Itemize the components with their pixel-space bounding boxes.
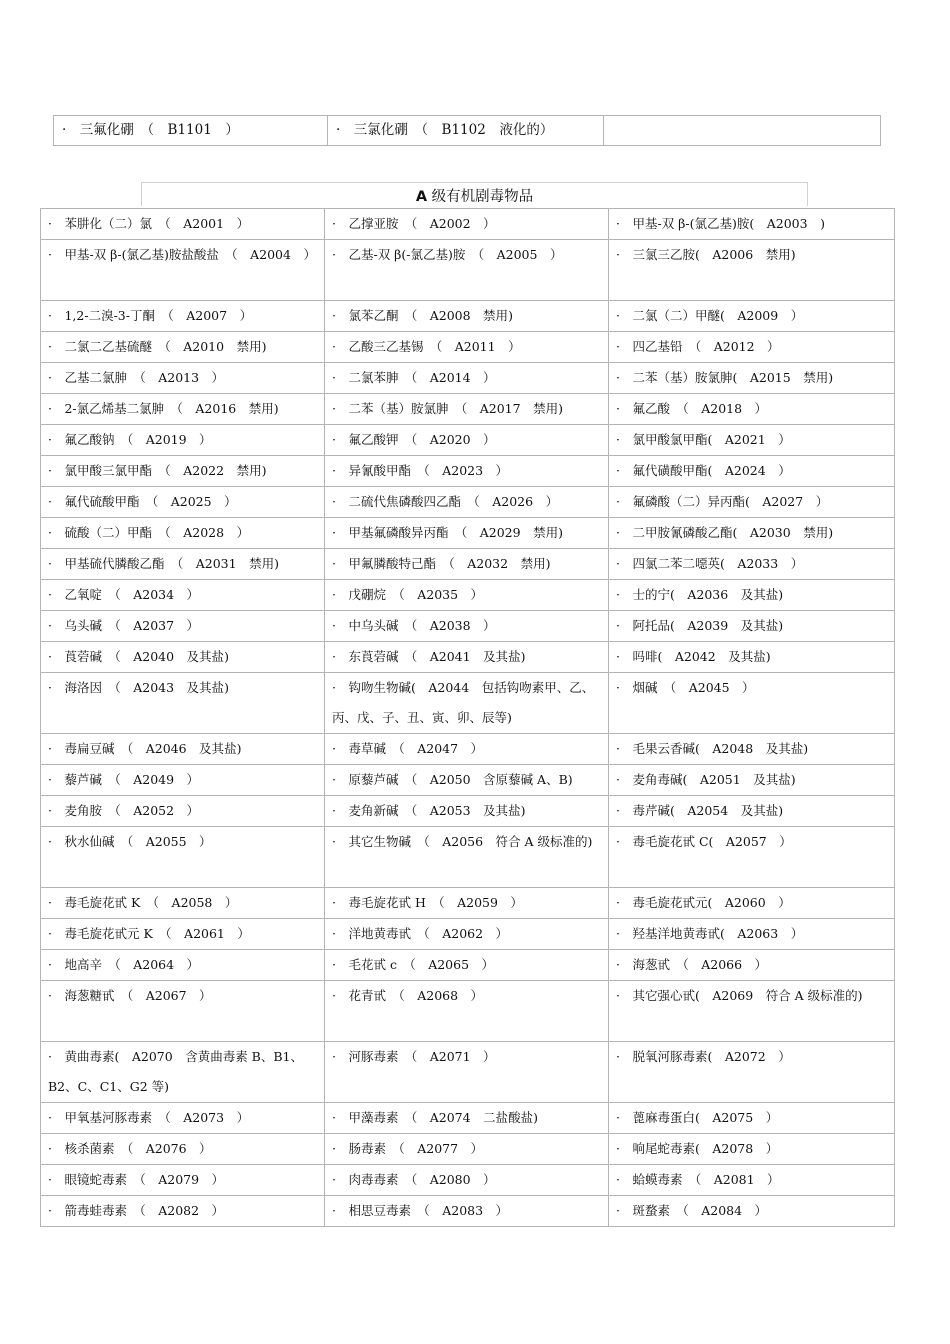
- table-cell: · 地高辛 （ A2064 ）: [41, 950, 325, 981]
- table-cell: · 毒芹碱( A2054 及其盐): [609, 796, 895, 827]
- section-title: [141, 182, 808, 206]
- table-row: [41, 518, 895, 549]
- table-cell: · 氯甲酸三氯甲酯 （ A2022 禁用): [41, 456, 325, 487]
- table-cell: · 海葱甙 （ A2066 ）: [609, 950, 895, 981]
- table-row: [41, 642, 895, 673]
- table-row: [41, 1165, 895, 1196]
- table-row: [41, 1134, 895, 1165]
- table-cell: · 乙基二氯胂 （ A2013 ）: [41, 363, 325, 394]
- table-cell: · 核杀菌素 （ A2076 ）: [41, 1134, 325, 1165]
- table-cell: · 二氯（二）甲醚( A2009 ）: [609, 301, 895, 332]
- table-cell: · 氟磷酸（二）异丙酯( A2027 ）: [609, 487, 895, 518]
- table-cell: · 甲藻毒素 （ A2074 二盐酸盐): [325, 1103, 609, 1134]
- table-cell: · 藜芦碱 （ A2049 ）: [41, 765, 325, 796]
- top-table: [53, 115, 881, 146]
- table-cell: · 甲氧基河豚毒素 （ A2073 ）: [41, 1103, 325, 1134]
- table-row: [41, 919, 895, 950]
- table-cell: · 钩吻生物碱( A2044 包括钩吻素甲、乙、丙、戊、子、丑、寅、卯、辰等): [325, 673, 609, 734]
- table-cell: · 毛花甙 c （ A2065 ）: [325, 950, 609, 981]
- table-row: [41, 734, 895, 765]
- table-cell: · 氟乙酸 （ A2018 ）: [609, 394, 895, 425]
- table-cell: · 三氟化硼 （ B1101 ）: [54, 116, 328, 146]
- table-row: [41, 301, 895, 332]
- table-cell: · 毒毛旋花甙元 K （ A2061 ）: [41, 919, 325, 950]
- table-row: [41, 580, 895, 611]
- table-row: [41, 765, 895, 796]
- table-cell: · 响尾蛇毒素( A2078 ）: [609, 1134, 895, 1165]
- table-cell: · 毒毛旋花甙 H （ A2059 ）: [325, 888, 609, 919]
- table-cell: [604, 116, 881, 146]
- table-row: [41, 1042, 895, 1103]
- table-cell: · 氟代硫酸甲酯 （ A2025 ）: [41, 487, 325, 518]
- table-cell: · 东莨菪碱 （ A2041 及其盐): [325, 642, 609, 673]
- table-cell: · 2-氯乙烯基二氯胂 （ A2016 禁用): [41, 394, 325, 425]
- table-cell: · 麦角毒碱( A2051 及其盐): [609, 765, 895, 796]
- table-cell: · 甲基-双 β-(氯乙基)胺( A2003 ): [609, 209, 895, 240]
- table-cell: · 相思豆毒素 （ A2083 ）: [325, 1196, 609, 1227]
- table-row: [41, 549, 895, 580]
- table-cell: · 毒毛旋花甙元( A2060 ）: [609, 888, 895, 919]
- table-cell: · 四乙基铅 （ A2012 ）: [609, 332, 895, 363]
- table-cell: · 乙基-双 β(-氯乙基)胺 （ A2005 ）: [325, 240, 609, 301]
- table-cell: · 1,2-二溴-3-丁酮 （ A2007 ）: [41, 301, 325, 332]
- table-cell: · 箭毒蛙毒素 （ A2082 ）: [41, 1196, 325, 1227]
- table-cell: · 肉毒毒素 （ A2080 ）: [325, 1165, 609, 1196]
- table-cell: · 麦角新碱 （ A2053 及其盐): [325, 796, 609, 827]
- table-cell: · 士的宁( A2036 及其盐): [609, 580, 895, 611]
- table-cell: · 肠毒素 （ A2077 ）: [325, 1134, 609, 1165]
- table-cell: · 甲氟膦酸特己酯 （ A2032 禁用): [325, 549, 609, 580]
- table-cell: · 斑蝥素 （ A2084 ）: [609, 1196, 895, 1227]
- table-cell: · 二苯（基）胺氯胂( A2015 禁用): [609, 363, 895, 394]
- table-cell: · 氟乙酸钠 （ A2019 ）: [41, 425, 325, 456]
- table-cell: · 河豚毒素 （ A2071 ）: [325, 1042, 609, 1103]
- table-cell: · 甲基-双 β-(氯乙基)胺盐酸盐 （ A2004 ）: [41, 240, 325, 301]
- section-title-grade: A: [415, 189, 428, 205]
- table-row: [41, 611, 895, 642]
- table-cell: · 氯甲酸氯甲酯( A2021 ）: [609, 425, 895, 456]
- table-cell: · 阿托品( A2039 及其盐): [609, 611, 895, 642]
- table-row: [41, 332, 895, 363]
- table-cell: · 乙酸三乙基锡 （ A2011 ）: [325, 332, 609, 363]
- table-row: [41, 1196, 895, 1227]
- table-row: [41, 796, 895, 827]
- table-cell: · 二苯（基）胺氯胂 （ A2017 禁用): [325, 394, 609, 425]
- table-cell: · 毒毛旋花甙 K （ A2058 ）: [41, 888, 325, 919]
- table-cell: · 羟基洋地黄毒甙( A2063 ）: [609, 919, 895, 950]
- table-row: [41, 209, 895, 240]
- table-row: [41, 673, 895, 734]
- table-cell: · 甲基硫代膦酸乙酯 （ A2031 禁用): [41, 549, 325, 580]
- table-cell: · 三氯化硼 （ B1102 液化的）: [328, 116, 604, 146]
- table-cell: · 其它强心甙( A2069 符合 A 级标准的): [609, 981, 895, 1042]
- table-cell: · 乙撑亚胺 （ A2002 ）: [325, 209, 609, 240]
- table-row: [41, 888, 895, 919]
- table-row: [41, 456, 895, 487]
- table-cell: · 麦角胺 （ A2052 ）: [41, 796, 325, 827]
- table-row: [41, 363, 895, 394]
- table-cell: · 乙氧啶 （ A2034 ）: [41, 580, 325, 611]
- table-row: [41, 240, 895, 301]
- table-cell: · 氟乙酸钾 （ A2020 ）: [325, 425, 609, 456]
- table-cell: · 四氯二苯二噁英( A2033 ）: [609, 549, 895, 580]
- table-row: [41, 1103, 895, 1134]
- chemical-table: [40, 208, 895, 1227]
- table-cell: · 蓖麻毒蛋白( A2075 ）: [609, 1103, 895, 1134]
- table-row: [41, 950, 895, 981]
- table-cell: · 吗啡( A2042 及其盐): [609, 642, 895, 673]
- table-row: [41, 827, 895, 888]
- table-cell: · 脱氧河豚毒素( A2072 ）: [609, 1042, 895, 1103]
- table-cell: · 三氯三乙胺( A2006 禁用): [609, 240, 895, 301]
- table-cell: · 甲基氟磷酸异丙酯 （ A2029 禁用): [325, 518, 609, 549]
- table-cell: · 秋水仙碱 （ A2055 ）: [41, 827, 325, 888]
- table-cell: · 海洛因 （ A2043 及其盐): [41, 673, 325, 734]
- table-cell: · 二氯苯胂 （ A2014 ）: [325, 363, 609, 394]
- table-cell: · 戊硼烷 （ A2035 ）: [325, 580, 609, 611]
- table-cell: · 苯肼化（二）氯 （ A2001 ）: [41, 209, 325, 240]
- table-row: [41, 394, 895, 425]
- table-cell: · 眼镜蛇毒素 （ A2079 ）: [41, 1165, 325, 1196]
- table-cell: · 异氰酸甲酯 （ A2023 ）: [325, 456, 609, 487]
- table-cell: · 黄曲毒素( A2070 含黄曲毒素 B、B1、B2、C、C1、G2 等): [41, 1042, 325, 1103]
- table-cell: · 毛果云香碱( A2048 及其盐): [609, 734, 895, 765]
- table-cell: · 二甲胺氰磷酸乙酯( A2030 禁用): [609, 518, 895, 549]
- table-cell: · 硫酸（二）甲酯 （ A2028 ）: [41, 518, 325, 549]
- table-cell: · 海葱糖甙 （ A2067 ）: [41, 981, 325, 1042]
- table-cell: · 花青甙 （ A2068 ）: [325, 981, 609, 1042]
- table-cell: · 毒毛旋花甙 C( A2057 ）: [609, 827, 895, 888]
- table-row: [41, 487, 895, 518]
- table-row: [41, 981, 895, 1042]
- table-cell: · 二硫代焦磷酸四乙酯 （ A2026 ）: [325, 487, 609, 518]
- table-cell: · 原藜芦碱 （ A2050 含原藜碱 A、B): [325, 765, 609, 796]
- table-cell: · 毒扁豆碱 （ A2046 及其盐): [41, 734, 325, 765]
- table-cell: · 洋地黄毒甙 （ A2062 ）: [325, 919, 609, 950]
- table-cell: · 氯苯乙酮 （ A2008 禁用): [325, 301, 609, 332]
- table-cell: · 中乌头碱 （ A2038 ）: [325, 611, 609, 642]
- section-title-text: 级有机剧毒物品: [427, 189, 534, 205]
- table-cell: · 烟碱 （ A2045 ）: [609, 673, 895, 734]
- table-cell: · 其它生物碱 （ A2056 符合 A 级标准的): [325, 827, 609, 888]
- table-cell: · 蛤蟆毒素 （ A2081 ）: [609, 1165, 895, 1196]
- table-cell: · 二氯二乙基硫醚 （ A2010 禁用): [41, 332, 325, 363]
- table-cell: · 乌头碱 （ A2037 ）: [41, 611, 325, 642]
- table-cell: · 莨菪碱 （ A2040 及其盐): [41, 642, 325, 673]
- table-cell: · 氟代磺酸甲酯( A2024 ）: [609, 456, 895, 487]
- table-row: [41, 425, 895, 456]
- table-row: [54, 116, 881, 146]
- table-cell: · 毒草碱 （ A2047 ）: [325, 734, 609, 765]
